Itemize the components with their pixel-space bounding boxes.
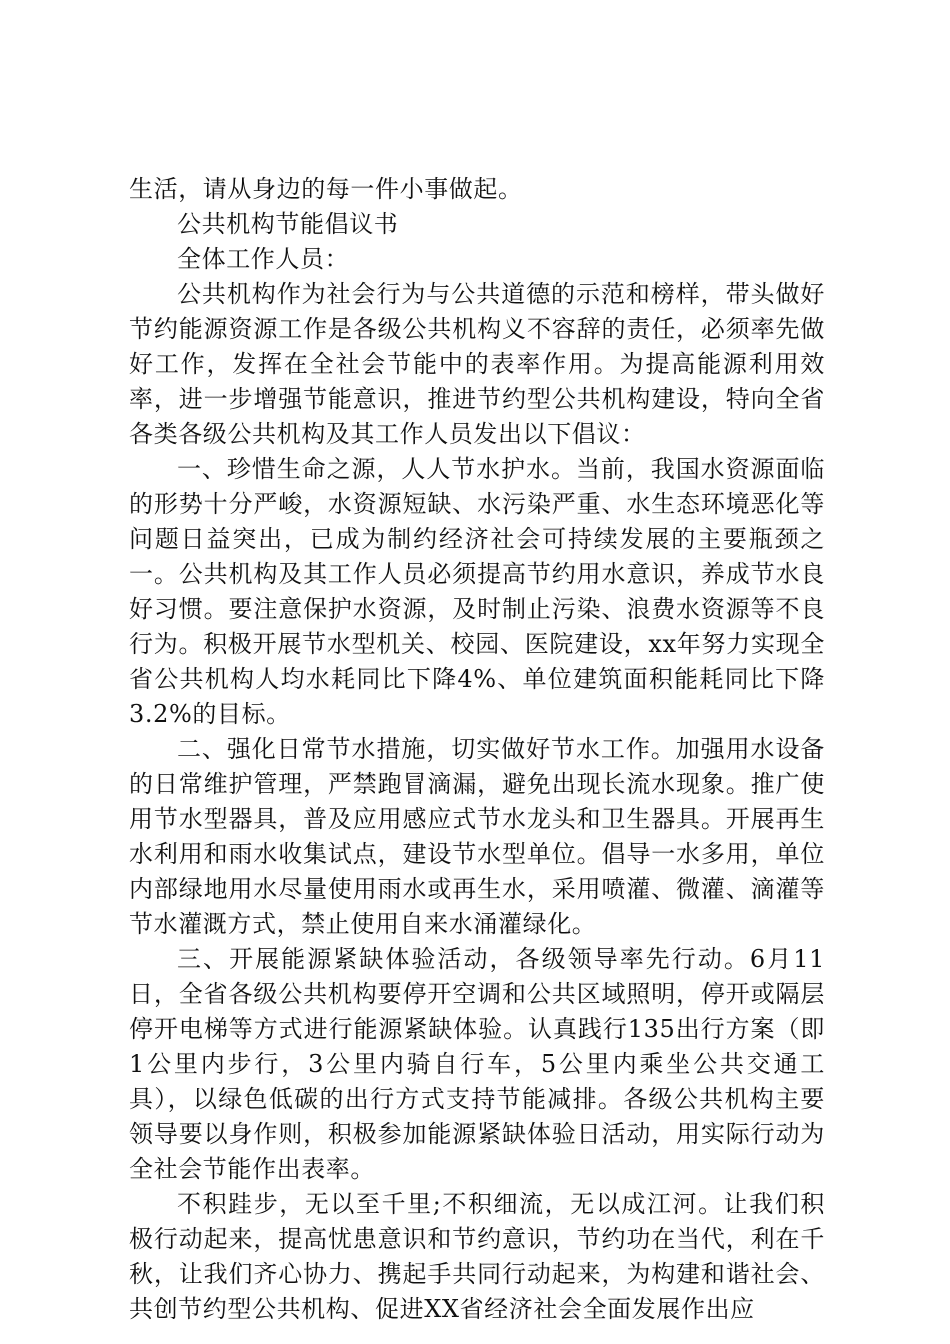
document-body <box>129 172 825 1327</box>
paragraph-intro: 公共机构作为社会行为与公共道德的示范和榜样，带头做好节约能源资源工作是各级公共机构义不容辞的责任，必须率先做好工作，发挥在全社会节能中的表率作用。为提高能源利用效率，进一步增强节能意识，推进节约型公共机构建设，特向全省各类各级公共机构及其工作人员发出以下倡议： <box>129 280 825 448</box>
paragraph-item-2: 二、强化日常节水措施，切实做好节水工作。加强用水设备的日常维护管理，严禁跑冒滴漏，避免出现长流水现象。推广使用节水型器具，普及应用感应式节水龙头和卫生器具。开展再生水利用和雨水收集试点，建设节水型单位。倡导一水多用，单位内部绿地用水尽量使用雨水或再生水，采用喷灌、微灌、滴灌等节水灌溉方式，禁止使用自来水涌灌绿化。 <box>129 735 825 938</box>
paragraph-closing: 不积跬步，无以至千里;不积细流，无以成江河。让我们积极行动起来，提高忧患意识和节约意识，节约功在当代，利在千秋，让我们齐心协力、携起手共同行动起来，为构建和谐社会、共创节约型公共机构、促进XX省经济社会全面发展作出应 <box>129 1190 825 1323</box>
document-title: 公共机构节能倡议书 <box>177 210 399 238</box>
paragraph-item-3: 三、开展能源紧缺体验活动，各级领导率先行动。6月11日，全省各级公共机构要停开空调和公共区域照明，停开或隔层停开电梯等方式进行能源紧缺体验。认真践行135出行方案（即1公里内步行，3公里内骑自行车，5公里内乘坐公共交通工具），以绿色低碳的出行方式支持节能减排。各级公共机构主要领导要以身作则，积极参加能源紧缺体验日活动，用实际行动为全社会节能作出表率。 <box>129 945 825 1183</box>
paragraph-continuation: 生活，请从身边的每一件小事做起。 <box>129 175 523 203</box>
paragraph-item-1: 一、珍惜生命之源，人人节水护水。当前，我国水资源面临的形势十分严峻，水资源短缺、水污染严重、水生态环境恶化等问题日益突出，已成为制约经济社会可持续发展的主要瓶颈之一。公共机构及其工作人员必须提高节约用水意识，养成节水良好习惯。要注意保护水资源，及时制止污染、浪费水资源等不良行为。积极开展节水型机关、校园、医院建设，xx年努力实现全省公共机构人均水耗同比下降4%、单位建筑面积能耗同比下降3.2%的目标。 <box>129 455 825 728</box>
salutation: 全体工作人员： <box>177 245 350 273</box>
